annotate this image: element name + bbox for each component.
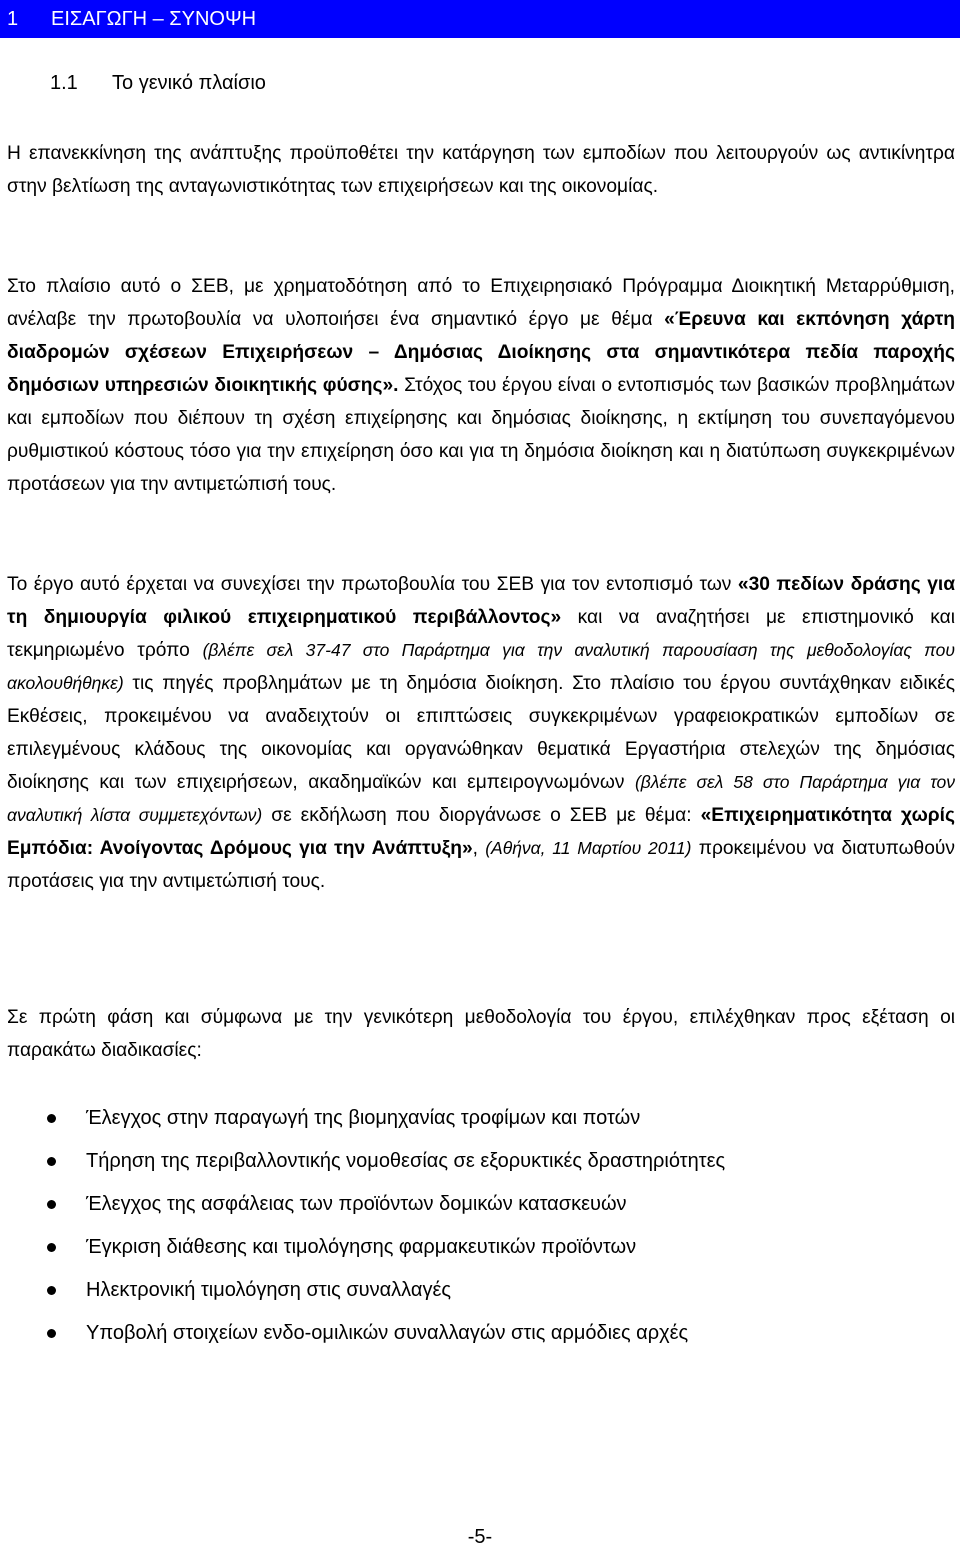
list-item-text: Έλεγχος της ασφάλειας των προϊόντων δομικών κατασκευών — [86, 1193, 627, 1215]
paragraph-project-rest: Στόχος του έργου είναι ο εντοπισμός των βασικών προβλημάτων και εμποδίων που διέπουν τη σχέση επιχείρησης και δημόσιας διοίκησης, η εκτίμηση του συνεπαγόμενου ρυθμιστικού κόστους τόσο για την επιχείρηση όσο και για τη δημόσια διοίκηση και η διατύπωση συγκεκριμένων προτάσεων για την αντιμετώπισή τους. — [7, 375, 955, 495]
list-item — [0, 1312, 960, 1355]
p3-bold-30-fields: «30 πεδίων δράσης για τη δημιουργία φιλικού επιχειρηματικού περιβάλλοντος» — [7, 574, 955, 628]
list-item-text: Έγκριση διάθεσης και τιμολόγησης φαρμακευτικών προϊόντων — [86, 1236, 637, 1258]
list-item-text: Τήρηση της περιβαλλοντικής νομοθεσίας σε εξορυκτικές δραστηριότητες — [86, 1150, 726, 1172]
paragraph-procedures-intro: Σε πρώτη φάση και σύμφωνα με την γενικότερη μεθοδολογία του έργου, επιλέχθηκαν προς εξέταση οι παρακάτω διαδικασίες: — [7, 1007, 955, 1061]
p3-text-4: σε εκδήλωση που διοργάνωσε ο ΣΕΒ με θέμα: — [262, 805, 701, 826]
paragraph-intro: Η επανεκκίνηση της ανάπτυξης προϋποθέτει την κατάργηση των εμποδίων που λειτουργούν ως αντικίνητρα στην βελτίωση της ανταγωνιστικότητας των επιχειρήσεων και της οικονομίας. — [7, 143, 955, 197]
p3-text-1: Το έργο αυτό έρχεται να συνεχίσει την πρωτοβουλία του ΣΕΒ για τον εντοπισμό των — [7, 574, 738, 595]
p3-bold-event-title: «Επιχειρηματικότητα χωρίς Εμπόδια: Ανοίγοντας Δρόμους για την Ανάπτυξη» — [7, 805, 955, 859]
list-item-text: Υποβολή στοιχείων ενδο-ομιλικών συναλλαγών στις αρμόδιες αρχές — [86, 1322, 689, 1344]
p3-italic-participants-ref: (βλέπε σελ 58 στο Παράρτημα για τον αναλυτική λίστα συμμετεχόντων) — [7, 772, 955, 825]
list-item — [0, 1183, 960, 1226]
bullet-icon — [47, 1243, 56, 1252]
list-item-text: Έλεγχος στην παραγωγή της βιομηχανίας τροφίμων και ποτών — [86, 1107, 641, 1129]
chapter-heading — [0, 0, 960, 38]
section-number: 1.1 — [50, 72, 78, 94]
p3-text-3: τις πηγές προβλημάτων με τη δημόσια διοίκηση. Στο πλαίσιο του έργου συντάχθηκαν ειδικές Εκθέσεις, προκειμένου να αναδειχτούν οι επιπτώσεις συγκεκριμένων γραφειοκρατικών εμποδίων σε επιλεγμένους κλάδους της οικονομίας και οργανώθηκαν θεματικά Εργαστήρια στελεχών της δημόσιας διοίκησης και των επιχειρήσεων, ακαδημαϊκών και εμπειρογνωμόνων — [7, 673, 955, 793]
bullet-icon — [47, 1157, 56, 1166]
chapter-number: 1 — [7, 8, 19, 30]
list-item — [0, 1140, 960, 1183]
section-heading — [50, 68, 266, 98]
p3-text-5: , — [472, 838, 486, 859]
procedures-list — [0, 1097, 960, 1355]
paragraph-project-intro: Στο πλαίσιο αυτό ο ΣΕΒ, με χρηματοδότηση από το Επιχειρησιακό Πρόγραμμα Διοικητική Μεταρρύθμιση, ανέλαβε την πρωτοβουλία να υλοποιήσει ένα σημαντικό έργο με θέμα — [7, 276, 955, 330]
p3-text-2: και να αναζητήσει με επιστημονικό και τεκμηριωμένο τρόπο — [7, 607, 955, 661]
page-number: -5- — [467, 1526, 493, 1548]
section-title: Το γενικό πλαίσιο — [112, 72, 266, 94]
chapter-title: ΕΙΣΑΓΩΓΗ – ΣΥΝΟΨΗ — [51, 8, 257, 30]
list-item — [0, 1269, 960, 1312]
p3-text-6: προκειμένου να διατυπωθούν προτάσεις για την αντιμετώπισή τους. — [7, 838, 955, 892]
bullet-icon — [47, 1114, 56, 1123]
list-item-text: Ηλεκτρονική τιμολόγηση στις συναλλαγές — [86, 1279, 451, 1301]
paragraph-continuation — [7, 568, 955, 898]
project-title: «Έρευνα και εκπόνηση χάρτη διαδρομών σχέσεων Επιχειρήσεων – Δημόσιας Διοίκησης στα σημαντικότερα πεδία παροχής δημόσιων υπηρεσιών διοικητικής φύσης». — [7, 309, 955, 396]
list-item — [0, 1097, 960, 1140]
p3-italic-event-date: (Αθήνα, 11 Μαρτίου 2011) — [485, 838, 692, 858]
p3-italic-methodology-ref: (βλέπε σελ 37-47 στο Παράρτημα για την αναλυτική παρουσίαση της μεθοδολογίας που ακολουθήθηκε) — [7, 640, 955, 693]
paragraph-project — [7, 270, 955, 501]
list-item — [0, 1226, 960, 1269]
bullet-icon — [47, 1200, 56, 1209]
bullet-icon — [47, 1329, 56, 1338]
bullet-icon — [47, 1286, 56, 1295]
